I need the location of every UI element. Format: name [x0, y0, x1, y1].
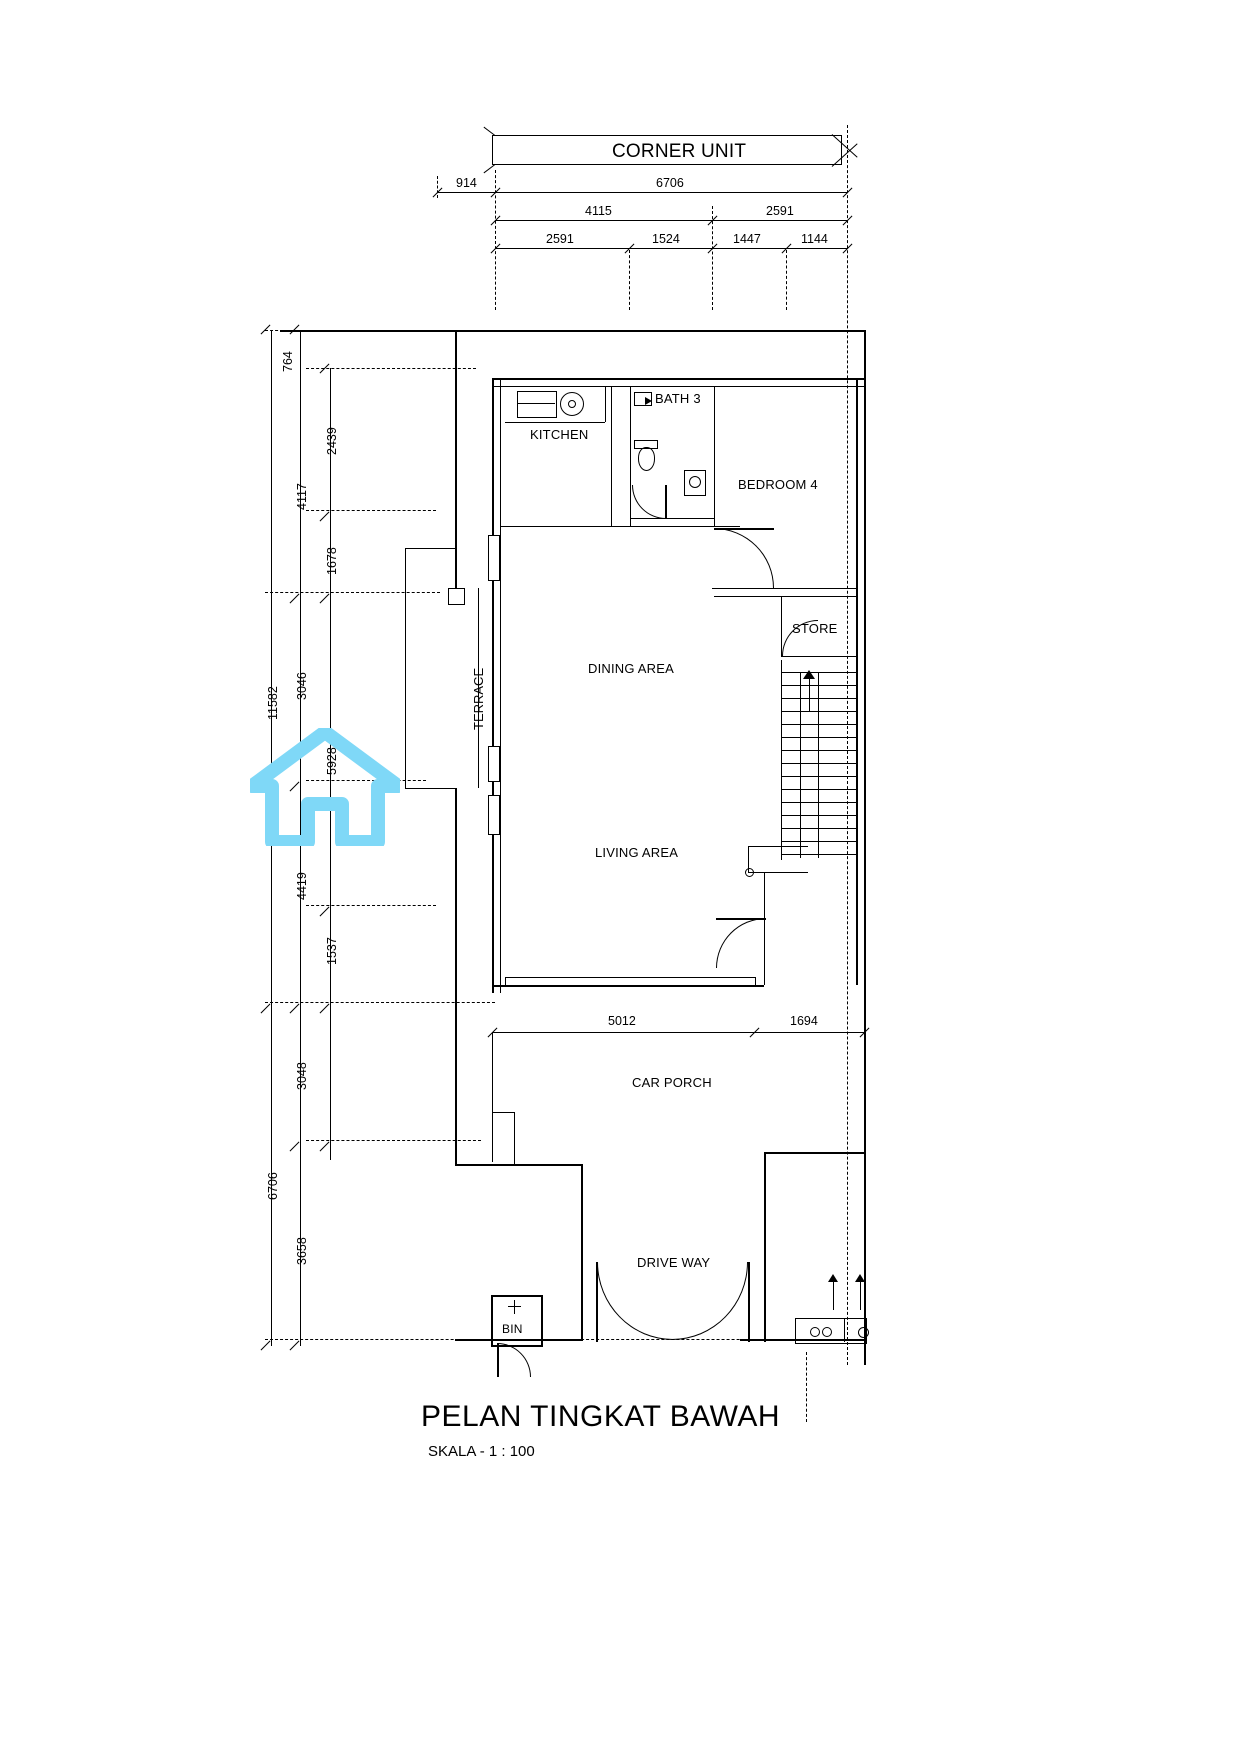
dim-4115: 4115 [585, 204, 612, 218]
dim-1144: 1144 [801, 232, 828, 246]
entry-arrow-line-2 [860, 1280, 861, 1310]
dim-1678: 1678 [325, 547, 339, 575]
dim-tick [320, 594, 330, 604]
bath3-door-leaf [665, 485, 667, 519]
dim-1524: 1524 [652, 232, 680, 246]
grid-line-horizontal [306, 368, 476, 369]
dim-tick [320, 1142, 330, 1152]
bath3-wall-left [630, 386, 631, 526]
stair-wall-left [781, 660, 782, 860]
centerline-bottom [806, 1352, 807, 1422]
bath3-door-swing [632, 485, 666, 519]
store-wall-left [781, 596, 782, 656]
grid-line-vertical [712, 206, 713, 310]
entrance-door-swing [716, 918, 766, 968]
dim-6706-top: 6706 [656, 176, 684, 190]
dim-3046: 3046 [295, 672, 309, 700]
kitchen-counter-top [505, 386, 605, 387]
grid-line-horizontal [265, 1002, 495, 1003]
bin-tap-icon [514, 1300, 515, 1314]
stair-up-arrow-icon [803, 670, 815, 679]
stair-landing-bottom [748, 872, 808, 873]
dim-764: 764 [281, 351, 295, 372]
boundary-wall-bin-left [581, 1164, 583, 1339]
kitchen-wall-bottom [500, 526, 740, 527]
stair-rail-right [818, 672, 819, 858]
meter-circle-2 [822, 1327, 832, 1337]
car-porch-bottom-wall [455, 1164, 581, 1166]
car-porch-label: CAR PORCH [632, 1075, 712, 1090]
gate-swing-right [672, 1262, 748, 1340]
dim-line-top-2 [495, 220, 848, 221]
dim-5928: 5928 [325, 747, 339, 775]
dim-tick [290, 782, 300, 792]
bedroom4-label: BEDROOM 4 [738, 477, 818, 492]
kitchen-wall-right [611, 386, 612, 526]
house-wall-top [492, 378, 864, 380]
dim-tick [261, 1004, 271, 1014]
boundary-wall-step-1 [405, 548, 457, 549]
dim-tick [320, 1004, 330, 1014]
stair-rail-left [800, 672, 801, 858]
dim-1537: 1537 [325, 937, 339, 965]
house-wall-bottom-inner [505, 977, 755, 978]
store-label: STORE [792, 621, 838, 636]
dining-area-label: DINING AREA [588, 661, 674, 676]
kitchen-label: KITCHEN [530, 427, 589, 442]
kitchen-sink-divider [517, 403, 555, 404]
store-wall-top [712, 588, 782, 589]
kitchen-counter-bottom [505, 422, 605, 423]
dim-tick [290, 1341, 300, 1351]
bath3-wc-bowl [638, 447, 655, 471]
bin-label: BIN [502, 1322, 523, 1336]
entry-arrow-head-2 [855, 1274, 865, 1282]
dim-tick [320, 512, 330, 522]
house-wall-left-inner [500, 378, 501, 993]
bath3-door-arrow [645, 397, 652, 405]
kitchen-hob-knob [568, 400, 576, 408]
boundary-wall-left-terrace [405, 548, 406, 788]
terrace-label: TERRACE [471, 667, 486, 730]
corner-unit-label: CORNER UNIT [612, 141, 747, 162]
dim-tick [290, 1142, 300, 1152]
dim-tick [290, 1004, 300, 1014]
entry-arrow-line-1 [833, 1280, 834, 1310]
living-area-label: LIVING AREA [595, 845, 679, 860]
grid-line-vertical [629, 250, 630, 310]
entrance-door-leaf [716, 918, 766, 920]
car-porch-step-v [514, 1112, 515, 1164]
dim-line-interior [492, 1032, 864, 1033]
store-wall-bottom [781, 656, 856, 657]
house-wall-left [492, 378, 494, 993]
dim-4117: 4117 [295, 483, 309, 510]
entry-arrow-head-1 [828, 1274, 838, 1282]
dim-2439: 2439 [325, 427, 339, 455]
stair-newel-post [745, 868, 754, 877]
car-porch-wall-left [492, 1032, 493, 1162]
grid-line-vertical [786, 250, 787, 310]
dim-tick [320, 907, 330, 917]
stair-landing-top [748, 846, 808, 847]
dim-line-top-3 [495, 248, 848, 249]
dim-5012: 5012 [608, 1014, 636, 1028]
stair-direction-line [809, 676, 810, 712]
dim-3658: 3658 [295, 1237, 309, 1265]
kitchen-sink [517, 391, 557, 418]
boundary-wall-right [864, 330, 866, 1365]
house-wall-right [856, 378, 858, 985]
grid-line-horizontal [306, 510, 436, 511]
banner-left-notch [492, 135, 493, 165]
window-dining [488, 535, 500, 581]
bin-path-wall [455, 1339, 583, 1341]
grid-line-horizontal [265, 592, 440, 593]
kitchen-counter-right [605, 386, 606, 422]
grid-line-vertical [495, 170, 496, 310]
house-wall-bottom [492, 985, 764, 987]
boundary-wall-left-upper [455, 330, 457, 588]
meter-circle-1 [810, 1327, 820, 1337]
bin-door-leaf [497, 1343, 499, 1377]
dim-tick [261, 1341, 271, 1351]
gate-swing-left [597, 1262, 673, 1340]
banner-arrow-upper [484, 127, 496, 136]
meter-circle-3 [858, 1327, 869, 1338]
dim-line-top-1 [437, 192, 848, 193]
bath3-wall-right [714, 386, 715, 526]
bedroom4-door-leaf [714, 528, 774, 530]
gate-block-top [764, 1152, 864, 1154]
drive-way-label: DRIVE WAY [637, 1255, 711, 1270]
banner-arrow-lower [484, 164, 496, 173]
terrace-post-top [448, 588, 465, 605]
gate-block-left [764, 1152, 766, 1342]
window-living-lower [488, 795, 500, 835]
scale-label: SKALA - 1 : 100 [428, 1443, 535, 1460]
dim-tick [290, 594, 300, 604]
bin-door-swing [497, 1343, 531, 1377]
dim-4419: 4419 [295, 872, 309, 900]
bedroom4-wall-bottom-2 [714, 596, 856, 597]
car-porch-step [492, 1112, 514, 1113]
grid-line-horizontal [306, 780, 426, 781]
boundary-wall-top [280, 330, 866, 332]
driveway-gate-post-right [748, 1262, 750, 1342]
house-wall-bottom-left-cap [505, 977, 506, 986]
dim-2591-upper: 2591 [766, 204, 794, 218]
dim-914: 914 [456, 176, 477, 190]
dim-2591-lower: 2591 [546, 232, 574, 246]
page-title: PELAN TINGKAT BAWAH [421, 1400, 781, 1433]
window-living-upper [488, 746, 500, 782]
boundary-wall-step-2 [405, 788, 457, 789]
bedroom4-door-swing [714, 528, 774, 588]
bath3-wall-bottom [630, 518, 715, 519]
dim-6706-left: 6706 [266, 1172, 280, 1200]
dim-1447: 1447 [733, 232, 761, 246]
grid-line-vertical [437, 176, 438, 198]
meter-divider [844, 1318, 845, 1342]
dim-3048: 3048 [295, 1062, 309, 1090]
boundary-wall-left-lower [455, 788, 457, 1166]
bedroom4-fixture-circle [689, 476, 701, 488]
dim-11582: 11582 [266, 686, 280, 720]
dim-1694: 1694 [790, 1014, 818, 1028]
grid-line-horizontal [306, 905, 436, 906]
grid-line-vertical [847, 125, 848, 1365]
bin-tap-icon-cross [508, 1306, 521, 1307]
store-door-swing [782, 620, 818, 656]
house-wall-bottom-right-cap [755, 977, 756, 986]
bath3-label: BATH 3 [655, 391, 701, 406]
